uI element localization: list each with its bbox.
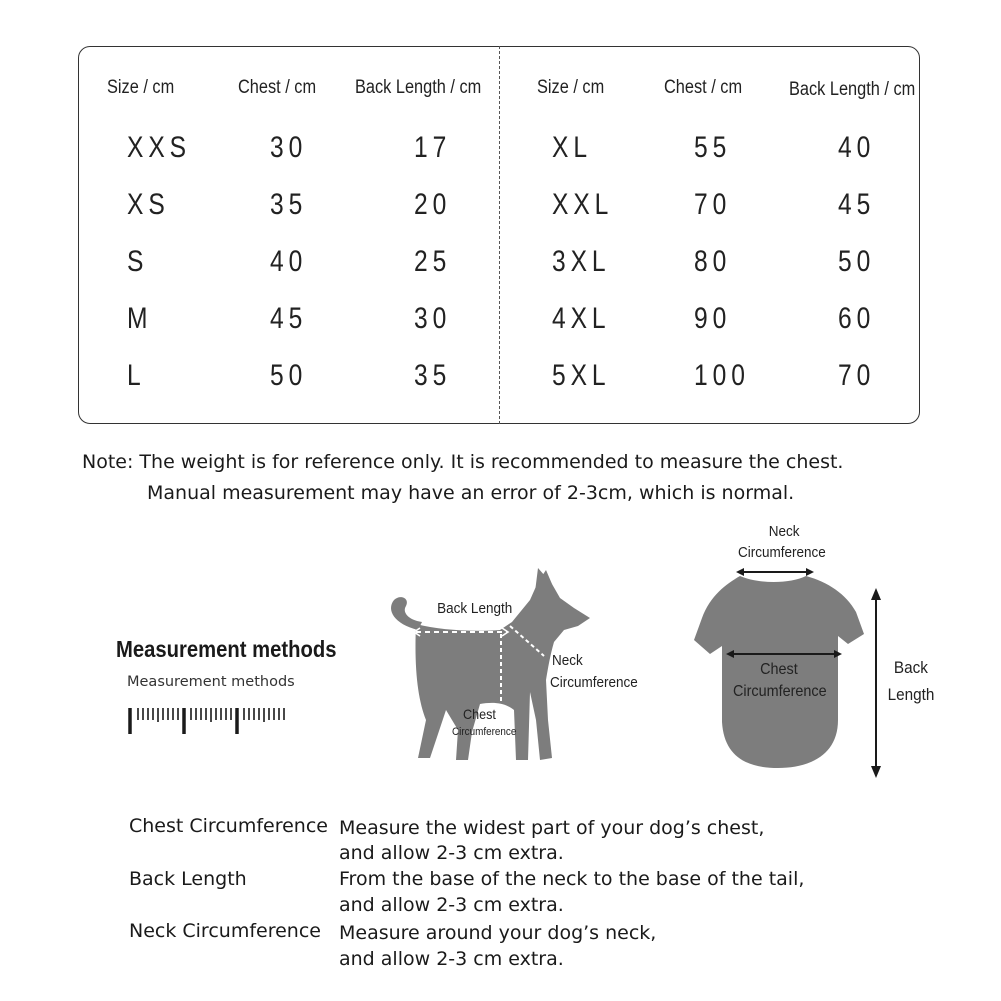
note-line-2: Manual measurement may have an error of 2-3cm, which is normal. <box>147 482 795 504</box>
table-cell: 17 <box>414 131 452 164</box>
table-cell: 50 <box>838 245 876 278</box>
table-cell: 45 <box>270 302 308 335</box>
definition-term-chest: Chest Circumference <box>129 815 328 837</box>
table-cell: 90 <box>694 302 732 335</box>
definition-text-back-2: and allow 2-3 cm extra. <box>339 894 564 916</box>
shirt-chest-label-1: Chest <box>760 661 798 678</box>
table-cell: 20 <box>414 188 452 221</box>
definition-text-back-1: From the base of the neck to the base of the tail, <box>339 868 805 890</box>
table-cell: 5XL <box>552 359 611 392</box>
table-cell: XXS <box>127 131 191 164</box>
table-cell: 70 <box>838 359 876 392</box>
table-cell: 30 <box>414 302 452 335</box>
dog-chest-label-1: Chest <box>463 706 496 722</box>
dog-chest-label-2: Circumference <box>452 726 517 738</box>
definition-term-neck: Neck Circumference <box>129 920 321 942</box>
measurement-methods-title: Measurement methods <box>116 636 337 662</box>
table-cell: 80 <box>694 245 732 278</box>
table-cell: 4XL <box>552 302 611 335</box>
table-cell: XL <box>552 131 592 164</box>
table-cell: 60 <box>838 302 876 335</box>
table-cell: L <box>127 359 146 392</box>
dog-neck-label-1: Neck <box>552 652 583 669</box>
table-cell: 50 <box>270 359 308 392</box>
table-cell: XS <box>127 188 170 221</box>
table-cell: 35 <box>270 188 308 221</box>
dog-neck-label-2: Circumference <box>550 674 638 691</box>
table-cell: 55 <box>694 131 732 164</box>
table-cell: 30 <box>270 131 308 164</box>
shirt-back-label-2: Length <box>887 685 935 704</box>
shirt-back-label-1: Back <box>893 658 928 677</box>
measurement-methods-subtitle: Measurement methods <box>127 674 295 690</box>
shirt-chest-label-2: Circumference <box>733 683 827 700</box>
shirt-neck-label-2: Circumference <box>738 544 826 561</box>
dog-silhouette-icon <box>380 560 620 770</box>
dog-back-length-label: Back Length <box>437 600 513 617</box>
definition-text-neck-2: and allow 2-3 cm extra. <box>339 948 564 970</box>
table-cell: 45 <box>838 188 876 221</box>
header-back-length-right: Back Length / cm <box>789 79 916 100</box>
definition-text-neck-1: Measure around your dog’s neck, <box>339 922 657 944</box>
header-size-right: Size / cm <box>537 77 605 98</box>
table-cell: 25 <box>414 245 452 278</box>
table-cell: S <box>127 245 149 278</box>
table-cell: M <box>127 302 153 335</box>
table-divider <box>499 46 500 424</box>
header-chest-left: Chest / cm <box>238 77 317 98</box>
measuring-tape-icon <box>124 700 294 740</box>
table-cell: 35 <box>414 359 452 392</box>
note-line-1: Note: The weight is for reference only. It is recommended to measure the chest. <box>82 451 844 473</box>
header-chest-right: Chest / cm <box>664 77 743 98</box>
header-size-left: Size / cm <box>107 77 175 98</box>
table-cell: 40 <box>270 245 308 278</box>
table-cell: 70 <box>694 188 732 221</box>
definition-text-chest-1: Measure the widest part of your dog’s chest, <box>339 817 765 839</box>
table-cell: 100 <box>694 359 750 392</box>
shirt-neck-label-1: Neck <box>768 523 800 540</box>
table-cell: XXL <box>552 188 614 221</box>
table-cell: 3XL <box>552 245 611 278</box>
table-cell: 40 <box>838 131 876 164</box>
definition-term-back: Back Length <box>129 868 247 890</box>
header-back-length-left: Back Length / cm <box>355 77 482 98</box>
definition-text-chest-2: and allow 2-3 cm extra. <box>339 842 564 864</box>
